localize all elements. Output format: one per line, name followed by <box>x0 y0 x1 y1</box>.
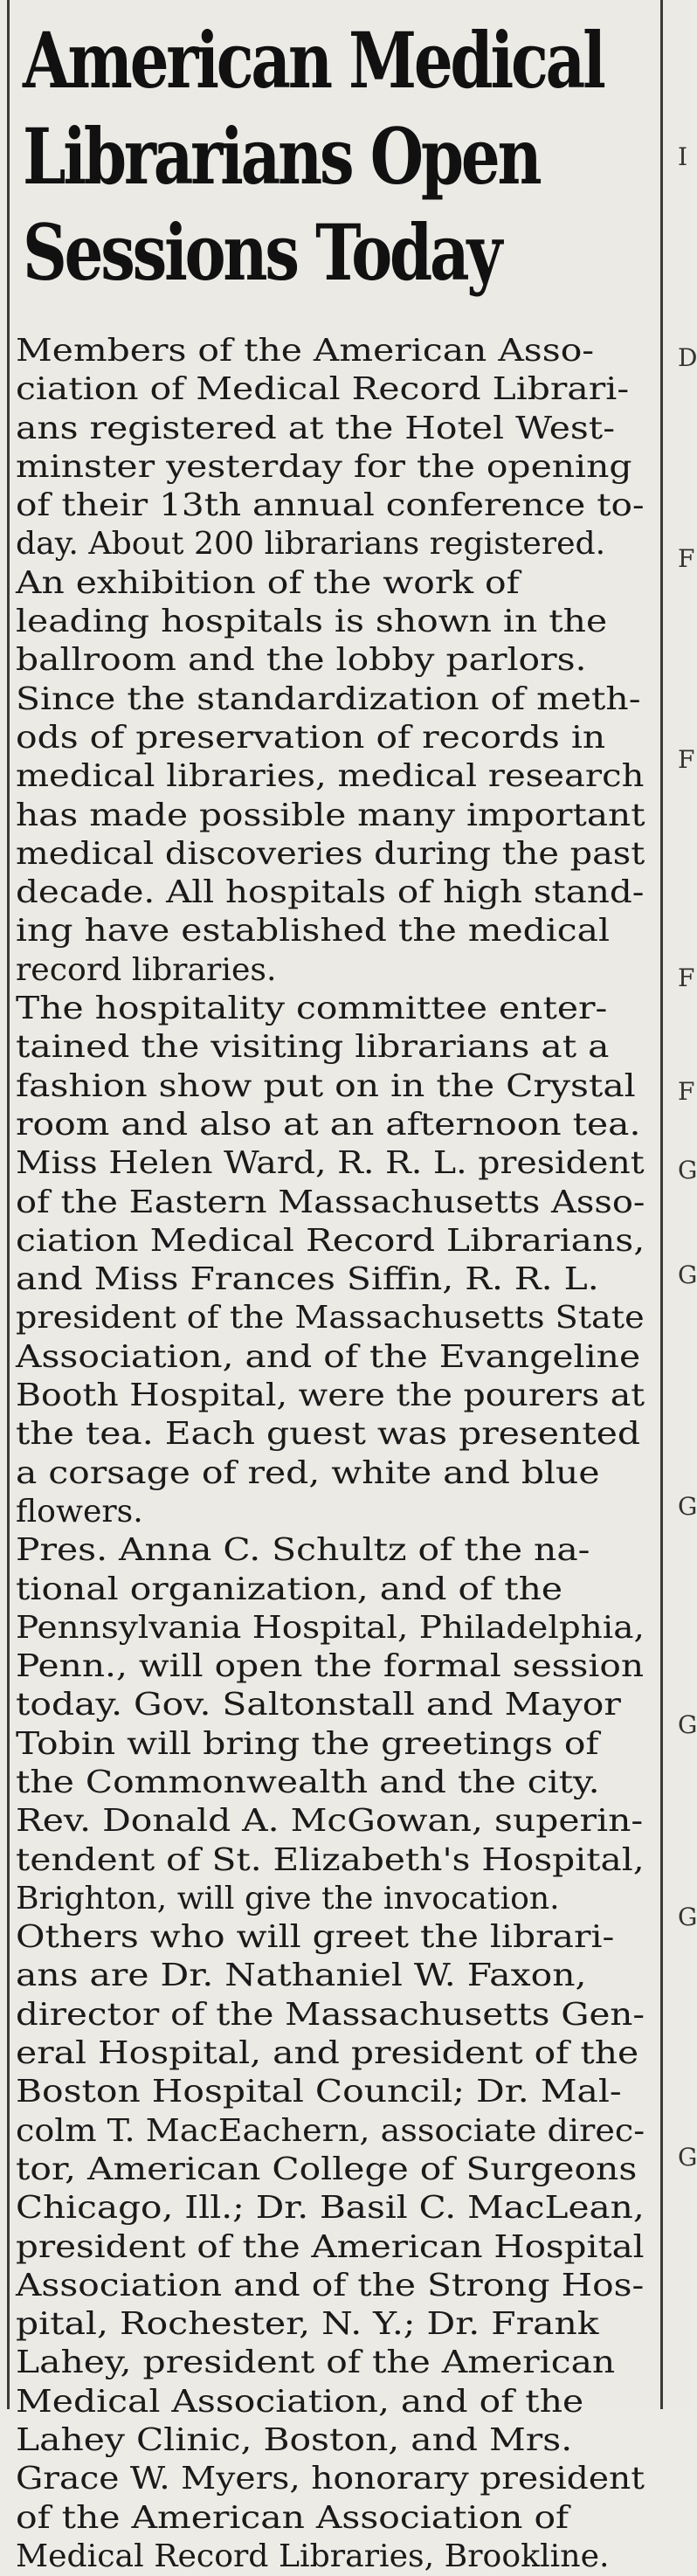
paragraph-4 <box>16 1531 653 1918</box>
text-line: ans are Dr. Nathaniel W. Faxon, <box>16 1958 587 1994</box>
text-line: of the American Association of <box>16 2499 569 2536</box>
text-line: eral Hospital, and president of the <box>16 2035 639 2072</box>
text-line: Miss Helen Ward, R. R. L. president <box>16 1145 645 1182</box>
text-line: colm T. MacEachern, associate direc- <box>16 2112 645 2149</box>
text-line: Others who will greet the librari- <box>16 1919 615 1956</box>
fragment-letter: G <box>678 2143 697 2172</box>
fragment-letter: F <box>678 1077 695 1106</box>
text-line: president of the American Hospital <box>16 2228 645 2265</box>
text-line: Tobin will bring the greetings of <box>16 1725 599 1762</box>
fragment-letter: F <box>678 963 695 992</box>
text-line: Association and of the Strong Hos- <box>16 2267 645 2303</box>
text-line: and Miss Frances Siffin, R. R. L. <box>16 1261 599 1298</box>
fragment-letter: G <box>678 1492 697 1521</box>
fragment-letter: F <box>678 544 695 573</box>
text-line: medical discoveries during the past <box>16 835 645 872</box>
text-line: a corsage of red, white and blue <box>16 1454 600 1491</box>
fragment-letter: G <box>678 1260 697 1289</box>
text-line: leading hospitals is shown in the <box>16 604 608 640</box>
text-line: Boston Hospital Council; Dr. Mal- <box>16 2074 622 2110</box>
text-line: the Commonwealth and the city. <box>16 1764 600 1800</box>
text-line: tional organization, and of the <box>16 1571 563 1607</box>
left-column-fragment <box>0 0 7 2409</box>
headline-line-1: American Medical <box>23 15 604 106</box>
text-line: Chicago, Ill.; Dr. Basil C. MacLean, <box>16 2190 645 2227</box>
text-line: Association, and of the Evangeline <box>16 1338 641 1375</box>
text-line: room and also at an afternoon tea. <box>16 1106 641 1143</box>
text-line: tained the visiting librarians at a <box>16 1029 610 1066</box>
fragment-letter: G <box>678 1710 697 1739</box>
text-line: Pres. Anna C. Schultz of the na- <box>16 1532 590 1569</box>
text-line: decade. All hospitals of high stand- <box>16 874 645 911</box>
text-line: tendent of St. Elizabeth's Hospital, <box>16 1841 645 1878</box>
text-line: has made possible many important <box>16 797 645 833</box>
text-line: ans registered at the Hotel West- <box>16 410 616 446</box>
text-line: flowers. <box>16 1493 143 1530</box>
article <box>16 0 653 2576</box>
fragment-letter: D <box>678 343 697 372</box>
fragment-letter: G <box>678 1903 697 1931</box>
text-line: Grace W. Myers, honorary president <box>16 2461 645 2497</box>
text-line: Booth Hospital, were the pourers at <box>16 1378 645 1414</box>
text-line: the tea. Each guest was presented <box>16 1416 641 1453</box>
text-line: fashion show put on in the Crystal <box>16 1067 636 1104</box>
text-line: ods of preservation of records in <box>16 719 606 756</box>
text-line: ballroom and the lobby parlors. <box>16 642 587 679</box>
text-line: The hospitality committee enter- <box>16 991 608 1027</box>
text-line: Medical Association, and of the <box>16 2383 584 2420</box>
text-line: Penn., will open the formal session <box>16 1648 645 1685</box>
right-column-fragment <box>666 0 697 2409</box>
text-line: Rev. Donald A. McGowan, superin- <box>16 1803 644 1840</box>
text-line: Lahey Clinic, Boston, and Mrs. <box>16 2422 573 2459</box>
headline-line-2: Librarians Open <box>23 111 540 202</box>
text-line: Pennsylvania Hospital, Philadelphia, <box>16 1609 645 1646</box>
text-line: today. Gov. Saltonstall and Mayor <box>16 1687 621 1723</box>
text-line: of their 13th annual conference to- <box>16 487 645 524</box>
text-line: Medical Record Libraries, Brookline. <box>16 2538 610 2574</box>
headline <box>16 0 652 300</box>
text-line: ing have established the medical <box>16 913 611 950</box>
text-line: minster yesterday for the opening <box>16 448 632 485</box>
fragment-letter: F <box>678 745 695 774</box>
text-line: president of the Massachusetts State <box>16 1300 645 1336</box>
text-line: An exhibition of the work of <box>16 564 520 601</box>
text-line: tor, American College of Surgeons <box>16 2151 638 2187</box>
text-line: pital, Rochester, N. Y.; Dr. Frank <box>16 2306 599 2343</box>
text-line: Lahey, president of the American <box>16 2345 616 2381</box>
article-body <box>16 332 653 2576</box>
left-column-rule <box>7 0 10 2409</box>
paragraph-1 <box>16 332 653 564</box>
right-column-rule <box>660 0 663 2409</box>
text-line: of the Eastern Massachusetts Asso- <box>16 1184 645 1220</box>
paragraph-3 <box>16 990 653 1531</box>
text-line: ciation of Medical Record Librari- <box>16 371 630 408</box>
paragraph-2 <box>16 564 653 990</box>
text-line: director of the Massachusetts Gen- <box>16 1996 645 2033</box>
fragment-letter: G <box>678 1156 697 1184</box>
text-line: Brighton, will give the invocation. <box>16 1880 560 1916</box>
fragment-letter: I <box>678 142 688 171</box>
paragraph-5 <box>16 1918 653 2576</box>
text-line: day. About 200 librarians registered. <box>16 526 606 563</box>
text-line: ciation Medical Record Librarians, <box>16 1222 645 1259</box>
text-line: Since the standardization of meth- <box>16 680 641 717</box>
text-line: Members of the American Asso- <box>16 333 595 369</box>
text-line: medical libraries, medical research <box>16 758 645 795</box>
headline-line-3: Sessions Today <box>23 207 500 298</box>
text-line: record libraries. <box>16 951 277 988</box>
